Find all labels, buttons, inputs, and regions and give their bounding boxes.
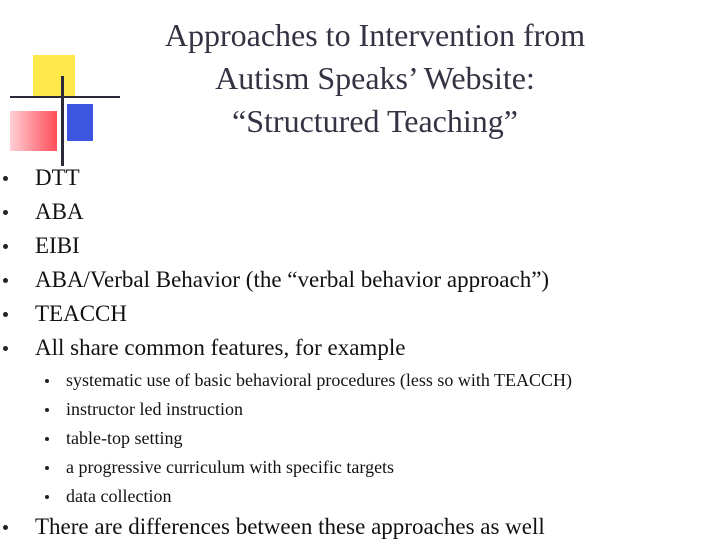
- bullet-dot-icon: [3, 312, 8, 317]
- decorative-horizontal-line: [10, 96, 120, 98]
- bullet-dot-icon: [3, 346, 8, 351]
- list-item: [0, 510, 720, 544]
- list-item: [0, 331, 720, 365]
- decorative-vertical-line: [61, 76, 64, 166]
- sub-bullet-dot-icon: [45, 408, 49, 412]
- list-item: [0, 263, 720, 297]
- bullet-dot-icon: [3, 244, 8, 249]
- sub-list-item: [0, 453, 720, 482]
- sub-bullet-text: systematic use of basic behavioral procedures (less so with TEACCH): [66, 370, 573, 390]
- list-item: [0, 195, 720, 229]
- sub-bullet-text: table-top setting: [66, 428, 183, 448]
- list-item: [0, 297, 720, 331]
- decorative-yellow-square: [33, 55, 75, 97]
- bullet-dot-icon: [3, 210, 8, 215]
- bullet-text: TEACCH: [35, 301, 127, 326]
- sub-list-item: [0, 424, 720, 453]
- title-line-2: Autism Speaks’ Website:: [215, 60, 535, 96]
- sub-bullet-text: a progressive curriculum with specific targets: [66, 457, 395, 477]
- sub-list-item: [0, 395, 720, 424]
- bullet-text: ABA/Verbal Behavior (the “verbal behavior approach”): [35, 267, 550, 292]
- list-item: [0, 229, 720, 263]
- title-line-3: “Structured Teaching”: [232, 103, 518, 139]
- sub-bullet-dot-icon: [45, 437, 49, 441]
- slide-title: [110, 14, 640, 143]
- decorative-red-square: [10, 111, 57, 151]
- bullet-text: DTT: [35, 165, 80, 190]
- bullet-text: EIBI: [35, 233, 80, 258]
- bullet-dot-icon: [3, 176, 8, 181]
- bullet-text: All share common features, for example: [35, 335, 406, 360]
- sub-bullet-text: instructor led instruction: [66, 399, 243, 419]
- sub-list-item: [0, 482, 720, 511]
- decorative-blue-square: [67, 104, 93, 141]
- bullet-dot-icon: [3, 525, 8, 530]
- sub-bullet-text: data collection: [66, 486, 172, 506]
- bullet-text: ABA: [35, 199, 84, 224]
- sub-list-item: [0, 366, 720, 395]
- sub-bullet-dot-icon: [45, 495, 49, 499]
- bullet-dot-icon: [3, 278, 8, 283]
- bullet-text: There are differences between these approaches as well: [35, 514, 545, 539]
- title-line-1: Approaches to Intervention from: [164, 17, 586, 53]
- sub-bullet-dot-icon: [45, 466, 49, 470]
- list-item: [0, 161, 720, 195]
- sub-bullet-dot-icon: [45, 379, 49, 383]
